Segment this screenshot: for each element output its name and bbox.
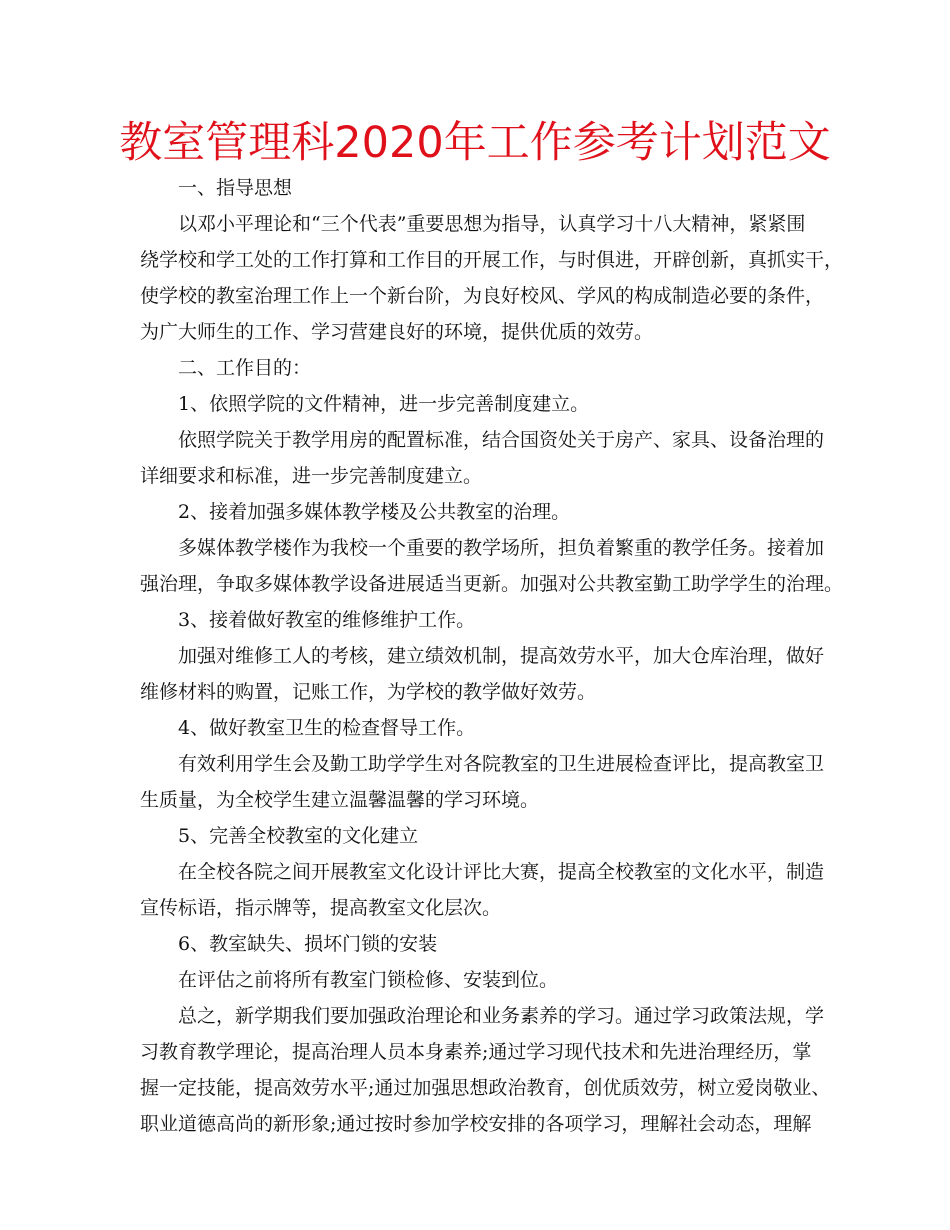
paragraph-line: 详细要求和标准，进一步完善制度建立。: [140, 465, 483, 487]
paragraph-line: 二、工作目的：: [178, 357, 312, 379]
paragraph-line: 6、教室缺失、损坏门锁的安装: [178, 933, 438, 955]
paragraph-line: 2、接着加强多媒体教学楼及公共教室的治理。: [178, 501, 571, 523]
paragraph-line: 一、指导思想: [178, 177, 293, 199]
paragraph-line: 4、做好教室卫生的检查督导工作。: [178, 717, 476, 739]
paragraph-line: 握一定技能，提高效劳水平;通过加强思想政治教育，创优质效劳，树立爱岗敬业、: [140, 1077, 831, 1099]
paragraph-line: 多媒体教学楼作为我校一个重要的教学场所，担负着繁重的教学任务。接着加: [178, 537, 825, 559]
paragraph-line: 以邓小平理论和“三个代表”重要思想为指导，认真学习十八大精神，紧紧围: [178, 213, 806, 235]
paragraph-line: 总之，新学期我们要加强政治理论和业务素养的学习。通过学习政策法规，学: [178, 1005, 825, 1027]
paragraph-line: 在评估之前将所有教室门锁检修、安装到位。: [178, 969, 559, 991]
paragraph-line: 有效利用学生会及勤工助学学生对各院教室的卫生进展检查评比，提高教室卫: [178, 753, 825, 775]
paragraph-line: 生质量，为全校学生建立温馨温馨的学习环境。: [140, 789, 540, 811]
paragraph-line: 强治理，争取多媒体教学设备进展适当更新。加强对公共教室勤工助学学生的治理。: [140, 573, 844, 595]
paragraph-line: 宣传标语，指示牌等，提高教室文化层次。: [140, 897, 502, 919]
paragraph-line: 依照学院关于教学用房的配置标准，结合国资处关于房产、家具、设备治理的: [178, 429, 825, 451]
paragraph-line: 1、依照学院的文件精神，进一步完善制度建立。: [178, 393, 590, 415]
paragraph-line: 5、完善全校教室的文化建立: [178, 825, 419, 847]
paragraph-line: 为广大师生的工作、学习营建良好的环境，提供优质的效劳。: [140, 321, 654, 343]
document-title: 教室管理科2020年工作参考计划范文: [119, 118, 831, 168]
paragraph-line: 在全校各院之间开展教室文化设计评比大赛，提高全校教室的文化水平，制造: [178, 861, 825, 883]
paragraph-line: 使学校的教室治理工作上一个新台阶，为良好校风、学风的构成制造必要的条件，: [140, 285, 825, 307]
paragraph-line: 绕学校和学工处的工作打算和工作目的开展工作，与时俱进，开辟创新，真抓实干，: [140, 249, 844, 271]
paragraph-line: 习教育教学理论，提高治理人员本身素养;通过学习现代技术和先进治理经历，掌: [140, 1041, 812, 1063]
document-body: [140, 170, 844, 1142]
paragraph-line: 维修材料的购置，记账工作，为学校的教学做好效劳。: [140, 681, 597, 703]
paragraph-line: 加强对维修工人的考核，建立绩效机制，提高效劳水平，加大仓库治理，做好: [178, 645, 825, 667]
paragraph-line: 职业道德高尚的新形象;通过按时参加学校安排的各项学习，理解社会动态，理解: [140, 1113, 812, 1135]
paragraph-line: 3、接着做好教室的维修维护工作。: [178, 609, 476, 631]
